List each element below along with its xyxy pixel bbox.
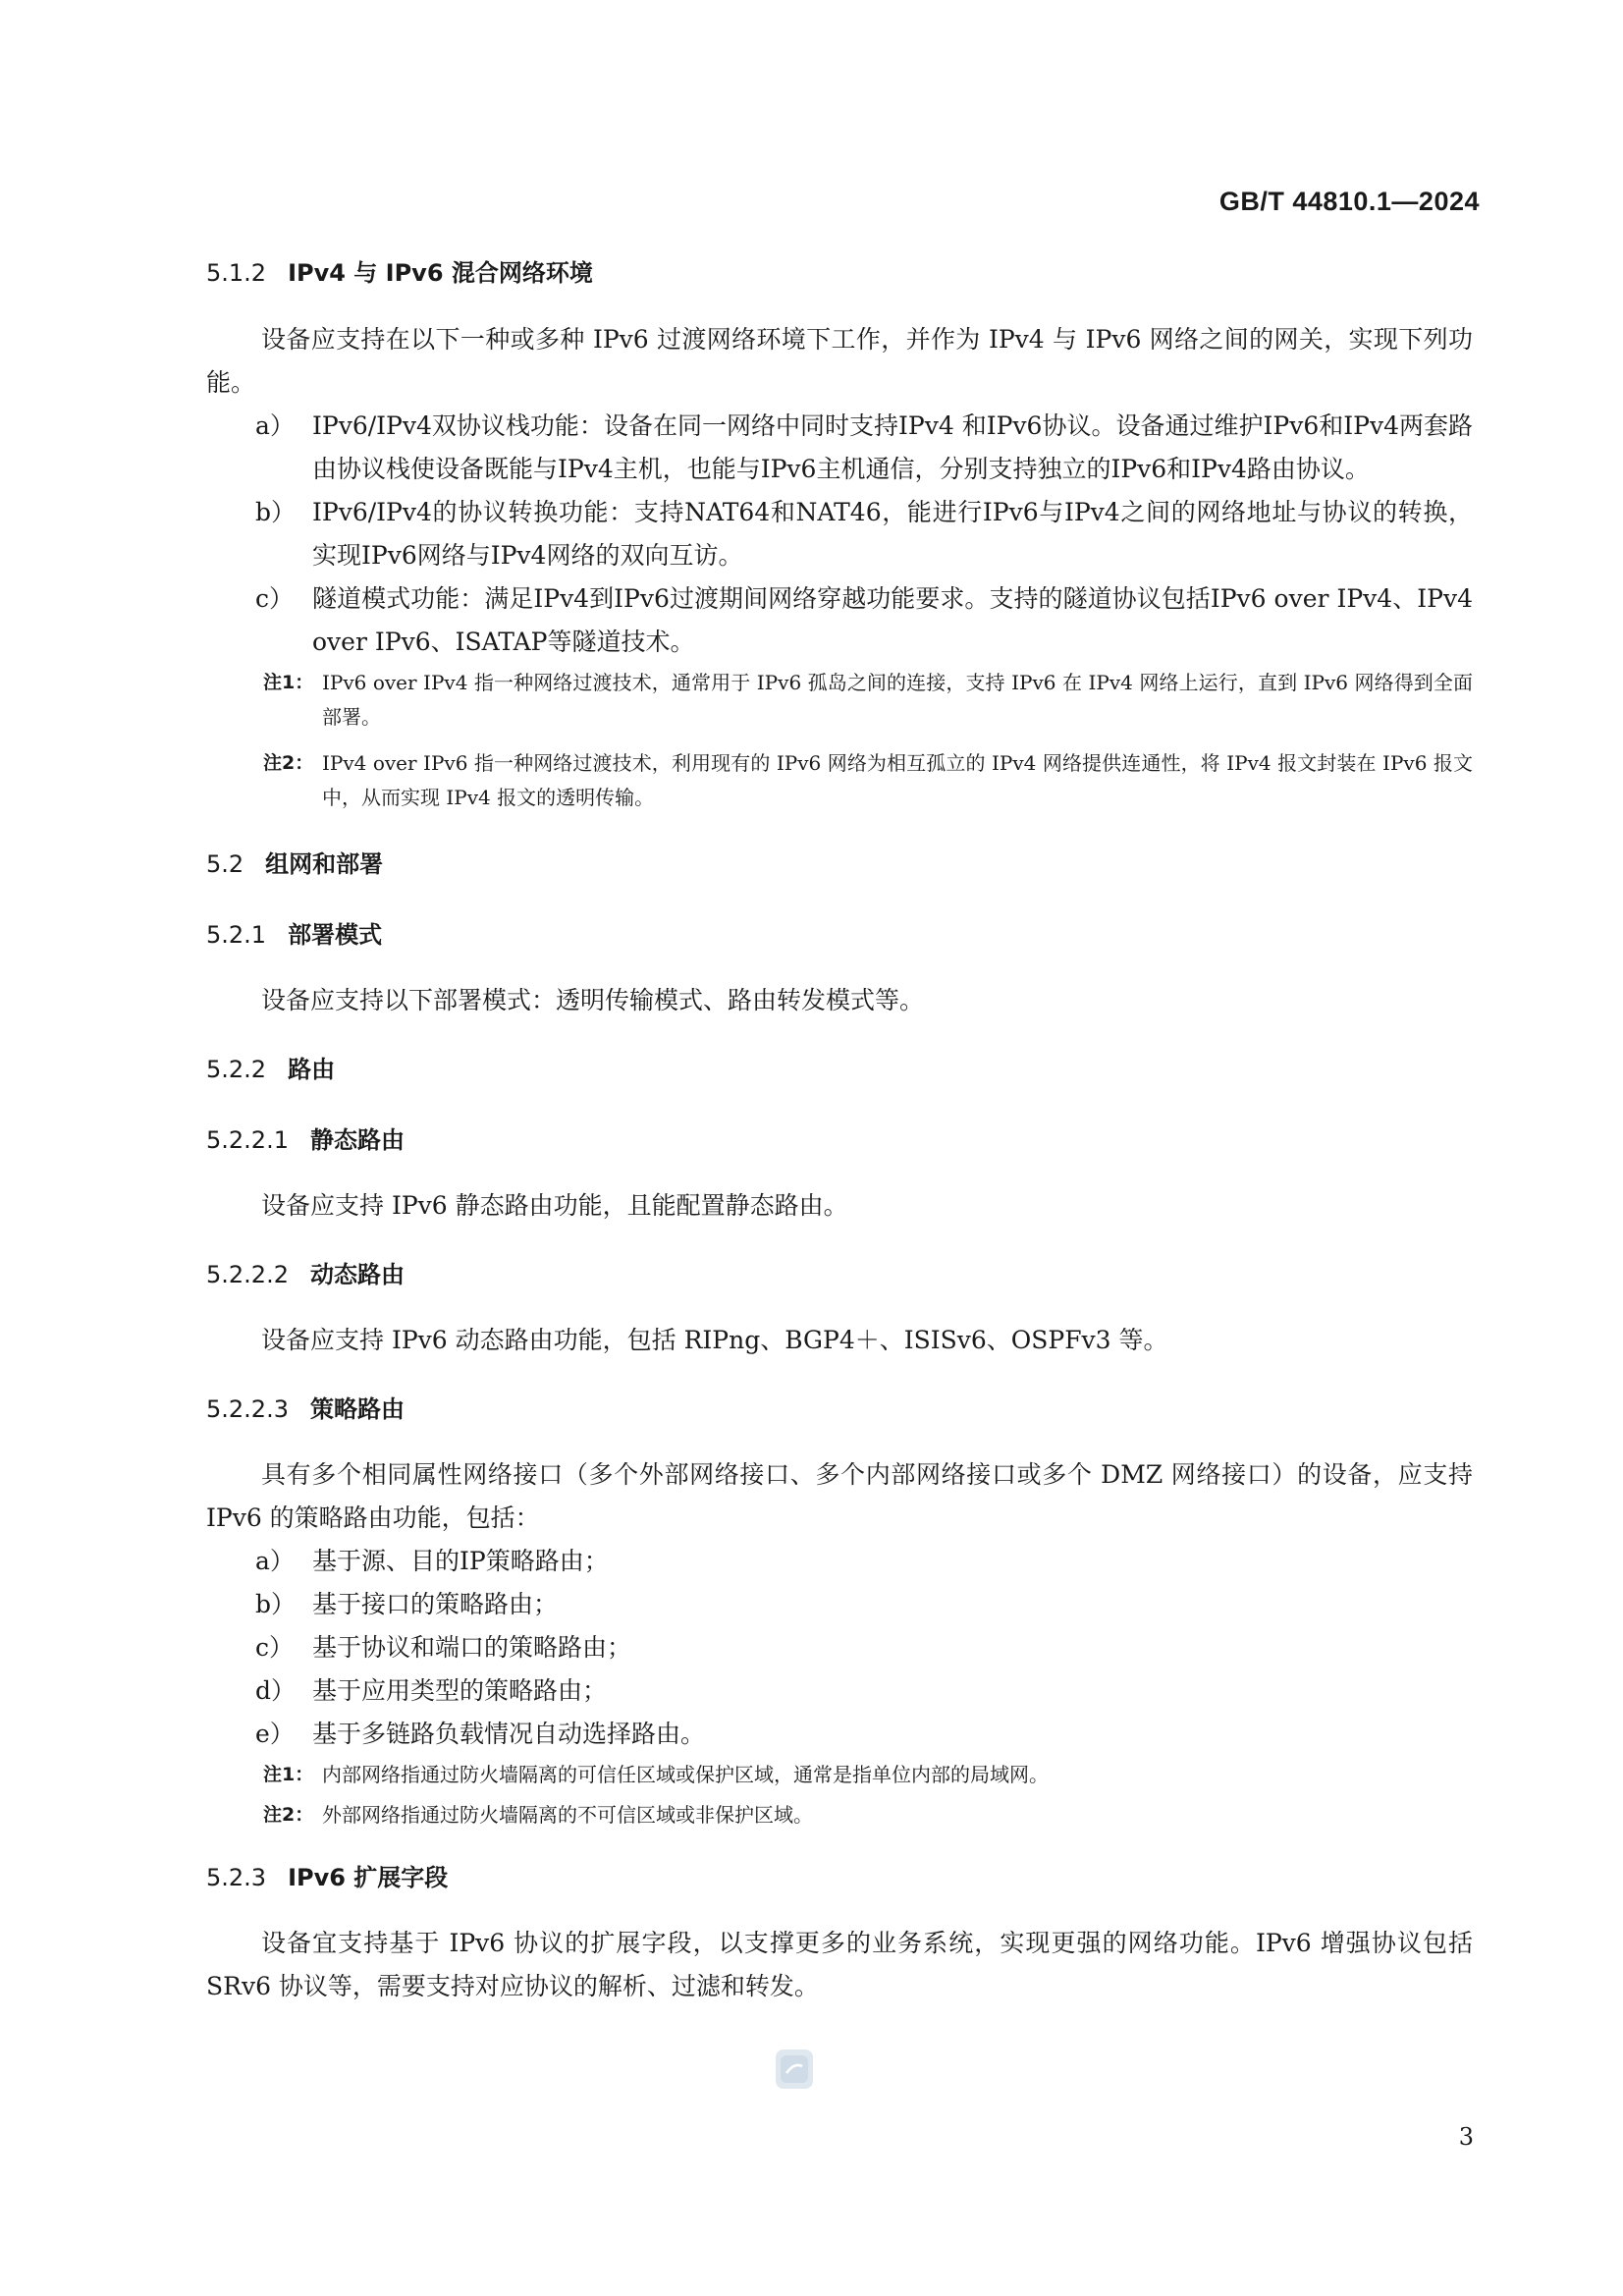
list-marker: b） bbox=[255, 498, 297, 526]
note-label: 注2： bbox=[263, 1804, 314, 1826]
heading-number: 5.2 bbox=[206, 850, 244, 878]
list-marker: d） bbox=[255, 1676, 297, 1705]
note-item bbox=[206, 666, 1473, 735]
heading-title: 路由 bbox=[288, 1056, 336, 1083]
notes-5-2-2-3 bbox=[206, 1758, 1473, 1832]
list-item-text: 基于多链路负载情况自动选择路由。 bbox=[312, 1720, 706, 1748]
note-label: 注2： bbox=[263, 752, 314, 774]
document-id: GB/T 44810.1—2024 bbox=[1218, 187, 1480, 216]
list-item-text: 基于源、目的IP策略路由； bbox=[312, 1547, 609, 1575]
list-marker: c） bbox=[255, 584, 295, 613]
list-item-text: 基于协议和端口的策略路由； bbox=[312, 1633, 632, 1662]
heading-title: 动态路由 bbox=[309, 1261, 405, 1288]
heading-title: 组网和部署 bbox=[265, 850, 384, 878]
note-label: 注1： bbox=[263, 1764, 314, 1785]
paragraph-5-2-1: 设备应支持以下部署模式：透明传输模式、路由转发模式等。 bbox=[261, 986, 925, 1014]
list-marker: a） bbox=[255, 1547, 295, 1575]
list-5-2-2-3 bbox=[206, 1540, 1473, 1756]
note-label: 注1： bbox=[263, 672, 314, 693]
paragraph-5-1-2-intro: 设备应支持在以下一种或多种 IPv6 过渡网络环境下工作，并作为 IPv4 与 IPv6 网络之间的网关，实现下列功能。 bbox=[206, 325, 1473, 397]
list-item-text: 基于接口的策略路由； bbox=[312, 1590, 559, 1618]
list-5-1-2 bbox=[206, 405, 1473, 664]
heading-title: 策略路由 bbox=[309, 1395, 405, 1423]
heading-number: 5.1.2 bbox=[206, 259, 267, 287]
heading-title: IPv4 与 IPv6 混合网络环境 bbox=[288, 259, 593, 287]
paragraph-5-2-2-1: 设备应支持 IPv6 静态路由功能，且能配置静态路由。 bbox=[261, 1191, 848, 1220]
list-item bbox=[206, 1669, 1473, 1713]
note-text: 内部网络指通过防火墙隔离的可信任区域或保护区域，通常是指单位内部的局域网。 bbox=[322, 1763, 1049, 1786]
page-content bbox=[206, 253, 1473, 2008]
list-item bbox=[206, 1713, 1473, 1756]
sac-watermark-icon-shape bbox=[780, 2054, 809, 2084]
list-item-text: IPv6/IPv4的协议转换功能：支持NAT64和NAT46，能进行IPv6与IPv4之间的网络地址与协议的转换，实现IPv6网络与IPv4网络的双向互访。 bbox=[312, 498, 1473, 570]
heading-number: 5.2.2 bbox=[206, 1056, 267, 1083]
heading-number: 5.2.3 bbox=[206, 1864, 267, 1891]
heading-5-2 bbox=[206, 845, 1473, 879]
list-item bbox=[206, 405, 1473, 491]
heading-number: 5.2.2.3 bbox=[206, 1395, 289, 1423]
heading-5-2-2-2 bbox=[206, 1255, 1473, 1289]
heading-number: 5.2.2.1 bbox=[206, 1126, 289, 1154]
paragraph-5-2-2-2: 设备应支持 IPv6 动态路由功能，包括 RIPng、BGP4＋、ISISv6、OSPFv3 等。 bbox=[261, 1326, 1168, 1354]
list-item-text: 隧道模式功能：满足IPv4到IPv6过渡期间网络穿越功能要求。支持的隧道协议包括IPv6 over IPv4、IPv4 over IPv6、ISATAP等隧道技术。 bbox=[312, 584, 1473, 656]
list-marker: b） bbox=[255, 1590, 297, 1618]
heading-5-2-1 bbox=[206, 915, 1473, 950]
paragraph-5-2-3: 设备宜支持基于 IPv6 协议的扩展字段，以支撑更多的业务系统，实现更强的网络功能。IPv6 增强协议包括 SRv6 协议等，需要支持对应协议的解析、过滤和转发。 bbox=[206, 1929, 1473, 2000]
page-number: 3 bbox=[1458, 2123, 1474, 2151]
list-item bbox=[206, 1583, 1473, 1626]
list-item bbox=[206, 1626, 1473, 1669]
list-item bbox=[206, 491, 1473, 577]
list-item bbox=[206, 1540, 1473, 1583]
note-text: IPv4 over IPv6 指一种网络过渡技术，利用现有的 IPv6 网络为相互孤立的 IPv4 网络提供连通性，将 IPv4 报文封装在 IPv6 报文中，从而实现 IPv4 报文的透明传输。 bbox=[322, 751, 1473, 809]
sac-watermark-icon bbox=[776, 2050, 813, 2089]
heading-5-2-2-1 bbox=[206, 1121, 1473, 1155]
list-item-text: IPv6/IPv4双协议栈功能：设备在同一网络中同时支持IPv4 和IPv6协议。设备通过维护IPv6和IPv4两套路由协议栈使设备既能与IPv4主机，也能与IPv6主机通信，分别支持独立的IPv6和IPv4路由协议。 bbox=[312, 411, 1473, 483]
heading-title: IPv6 扩展字段 bbox=[288, 1864, 449, 1891]
heading-title: 部署模式 bbox=[288, 921, 383, 949]
note-item bbox=[206, 746, 1473, 815]
heading-number: 5.2.1 bbox=[206, 921, 267, 949]
list-marker: e） bbox=[255, 1720, 295, 1748]
paragraph-5-2-2-3-intro: 具有多个相同属性网络接口（多个外部网络接口、多个内部网络接口或多个 DMZ 网络接口）的设备，应支持 IPv6 的策略路由功能，包括： bbox=[206, 1460, 1473, 1532]
list-marker: a） bbox=[255, 411, 295, 440]
note-item bbox=[206, 1798, 1473, 1832]
note-text: 外部网络指通过防火墙隔离的不可信区域或非保护区域。 bbox=[322, 1803, 813, 1827]
heading-5-2-3 bbox=[206, 1858, 1473, 1892]
note-item bbox=[206, 1758, 1473, 1792]
list-item bbox=[206, 577, 1473, 664]
heading-5-1-2 bbox=[206, 253, 1473, 288]
list-marker: c） bbox=[255, 1633, 295, 1662]
note-text: IPv6 over IPv4 指一种网络过渡技术，通常用于 IPv6 孤岛之间的连接，支持 IPv6 在 IPv4 网络上运行，直到 IPv6 网络得到全面部署。 bbox=[322, 671, 1473, 729]
notes-5-1-2 bbox=[206, 666, 1473, 815]
heading-5-2-2-3 bbox=[206, 1390, 1473, 1424]
heading-number: 5.2.2.2 bbox=[206, 1261, 289, 1288]
heading-5-2-2 bbox=[206, 1050, 1473, 1084]
list-item-text: 基于应用类型的策略路由； bbox=[312, 1676, 608, 1705]
heading-title: 静态路由 bbox=[309, 1126, 405, 1154]
